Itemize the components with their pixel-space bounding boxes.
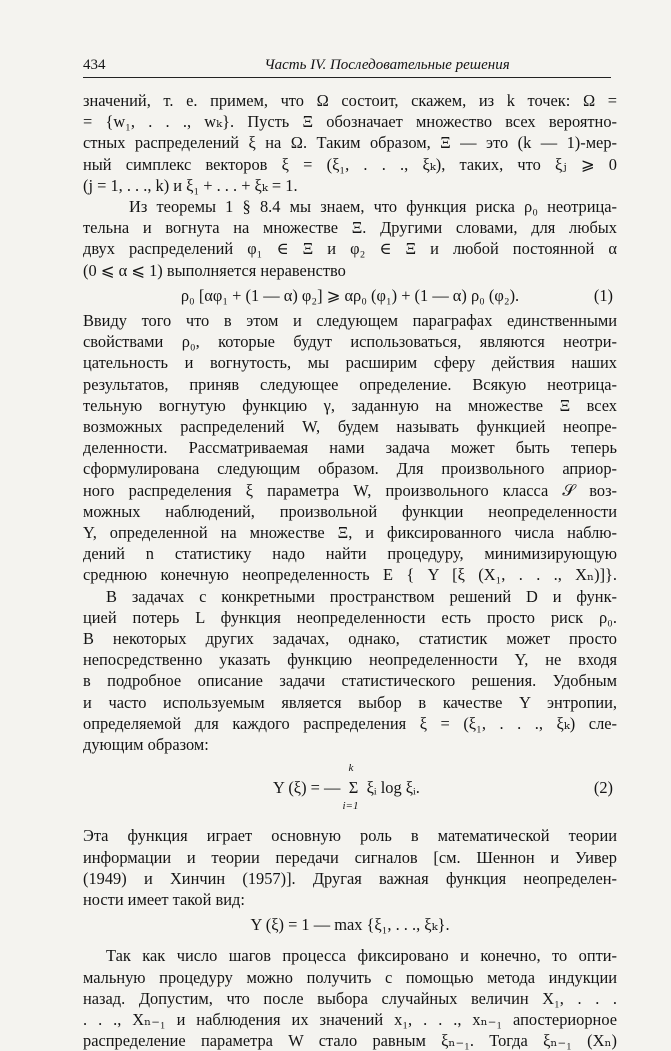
summation-sign xyxy=(342,762,363,813)
paragraph-1 xyxy=(83,90,617,196)
text-line: сформулирована следующим образом. Для произвольного априор- xyxy=(83,459,617,479)
equation-2-lhs: Υ (ξ) = — xyxy=(273,778,341,798)
text-line: двух распределений φ₁ ∈ Ξ и φ₂ ∈ Ξ и любой постоянной α xyxy=(83,239,617,259)
text-line: (1949) и Хинчин (1957)]. Другая важная функция неопределен- xyxy=(83,868,617,888)
text-line: ного распределения ξ параметра W, произвольного класса 𝒮 воз- xyxy=(83,480,617,500)
equation-2-number: (2) xyxy=(593,778,613,798)
text-line: цательность и вогнутость, мы расширим сферу действия наших xyxy=(83,353,617,373)
text-line: ный симплекс векторов ξ = (ξ₁, . . ., ξₖ), таких, что ξⱼ ⩾ 0 xyxy=(83,154,617,174)
text-line: возможных распределений W, будем называть функцией неопре- xyxy=(83,417,617,437)
text-line: дений n статистику надо найти процедуру, минимизирующую xyxy=(83,544,617,564)
text-line: тельную вогнутую функцию γ, заданную на множестве Ξ всех xyxy=(83,395,617,415)
equation-1-number: (1) xyxy=(593,285,613,305)
sum-lower-limit: i=1 xyxy=(342,800,359,813)
text-line: ности имеет такой вид: xyxy=(83,889,245,909)
equation-2-rhs: ξᵢ log ξᵢ. xyxy=(366,778,420,798)
text-line: цией потерь L функция неопределенности есть просто риск ρ₀. xyxy=(83,607,617,627)
paragraph-6 xyxy=(83,945,617,1051)
text-line: Так как число шагов процесса фиксировано и конечно, то опти- xyxy=(106,946,617,966)
paragraph-3 xyxy=(83,310,617,586)
text-line: В задачах с конкретными пространством решений D и функ- xyxy=(106,586,617,606)
text-line: (j = 1, . . ., k) и ξ₁ + . . . + ξₖ = 1. xyxy=(83,175,298,195)
text-line: в подробное описание задачи статистического решения. Удобным xyxy=(83,671,617,691)
text-line: и часто используемым является выбор в качестве Υ энтропии, xyxy=(83,692,617,712)
text-line: назад. Допустим, что после выбора случайных величин X₁, . . . xyxy=(83,988,617,1008)
text-line: свойствами ρ₀, которые будут использоваться, являются неотри- xyxy=(83,332,617,352)
text-line: деленности. Рассматриваемая нами задача может быть теперь xyxy=(83,438,617,458)
text-line: Эта функция играет основную роль в математической теории xyxy=(83,826,617,846)
page-number: 434 xyxy=(83,57,106,73)
text-line: Υ, определенной на множестве Ξ, и фиксированного числа наблю- xyxy=(83,523,617,543)
text-line: стных распределений ξ на Ω. Таким образом, Ξ — это (k — 1)-мер- xyxy=(83,133,617,153)
running-title: Часть IV. Последовательные решения xyxy=(264,57,510,73)
equation-3 xyxy=(83,914,617,935)
text-line: определяемой для каждого распределения ξ = (ξ₁, . . ., ξₖ) сле- xyxy=(83,713,617,733)
equation-2 xyxy=(83,759,617,821)
paragraph-2 xyxy=(83,196,617,281)
equation-1 xyxy=(83,285,617,306)
text-line: можных наблюдений, произвольной функции неопределенности xyxy=(83,501,617,521)
text-line: среднюю конечную неопределенность E { Υ [ξ (X₁, . . ., Xₙ)]}. xyxy=(83,565,617,585)
equation-3-formula: Υ (ξ) = 1 — max {ξ₁, . . ., ξₖ}. xyxy=(250,915,450,935)
text-line: . . ., Xₙ₋₁ и наблюдения их значений x₁, . . ., xₙ₋₁ апостериорное xyxy=(83,1009,617,1029)
text-line: = {w₁, . . ., wₖ}. Пусть Ξ обозначает множество всех вероятно- xyxy=(83,112,617,132)
page-body xyxy=(83,90,617,1051)
text-line: значений, т. е. примем, что Ω состоит, скажем, из k точек: Ω = xyxy=(83,91,617,110)
text-line: мальную процедуру можно получить с помощью метода индукции xyxy=(83,967,617,987)
text-line: распределение параметра W стало равным ξₙ₋₁. Тогда ξₙ₋₁ (Xₙ) xyxy=(83,1031,617,1051)
page-header xyxy=(83,55,611,78)
text-line: результатов, приняв следующее определение. Всякую неотрица- xyxy=(83,374,617,394)
equation-2-formula xyxy=(273,762,420,813)
text-line: дующим образом: xyxy=(83,735,209,755)
text-line: В некоторых других задачах, однако, статистик может просто xyxy=(83,629,617,649)
text-line: (0 ⩽ α ⩽ 1) выполняется неравенство xyxy=(83,260,346,280)
text-line: тельна и вогнута на множестве Ξ. Другими словами, для любых xyxy=(83,218,617,238)
sum-upper-limit: k xyxy=(348,762,354,775)
equation-1-formula: ρ₀ [αφ₁ + (1 — α) φ₂] ⩾ αρ₀ (φ₁) + (1 — α) ρ₀ (φ₂). xyxy=(180,285,520,305)
text-line: информации и теории передачи сигналов [см. Шеннон и Уивер xyxy=(83,847,617,867)
paragraph-5 xyxy=(83,825,617,910)
text-line: Ввиду того что в этом и следующем параграфах единственными xyxy=(83,311,617,331)
sum-symbol: Σ xyxy=(348,778,359,798)
paragraph-4 xyxy=(83,586,617,756)
text-line: Из теоремы 1 § 8.4 мы знаем, что функция риска ρ₀ неотрица- xyxy=(129,197,617,217)
text-line: непосредственно указать функцию неопределенности Υ, не входя xyxy=(83,650,617,670)
